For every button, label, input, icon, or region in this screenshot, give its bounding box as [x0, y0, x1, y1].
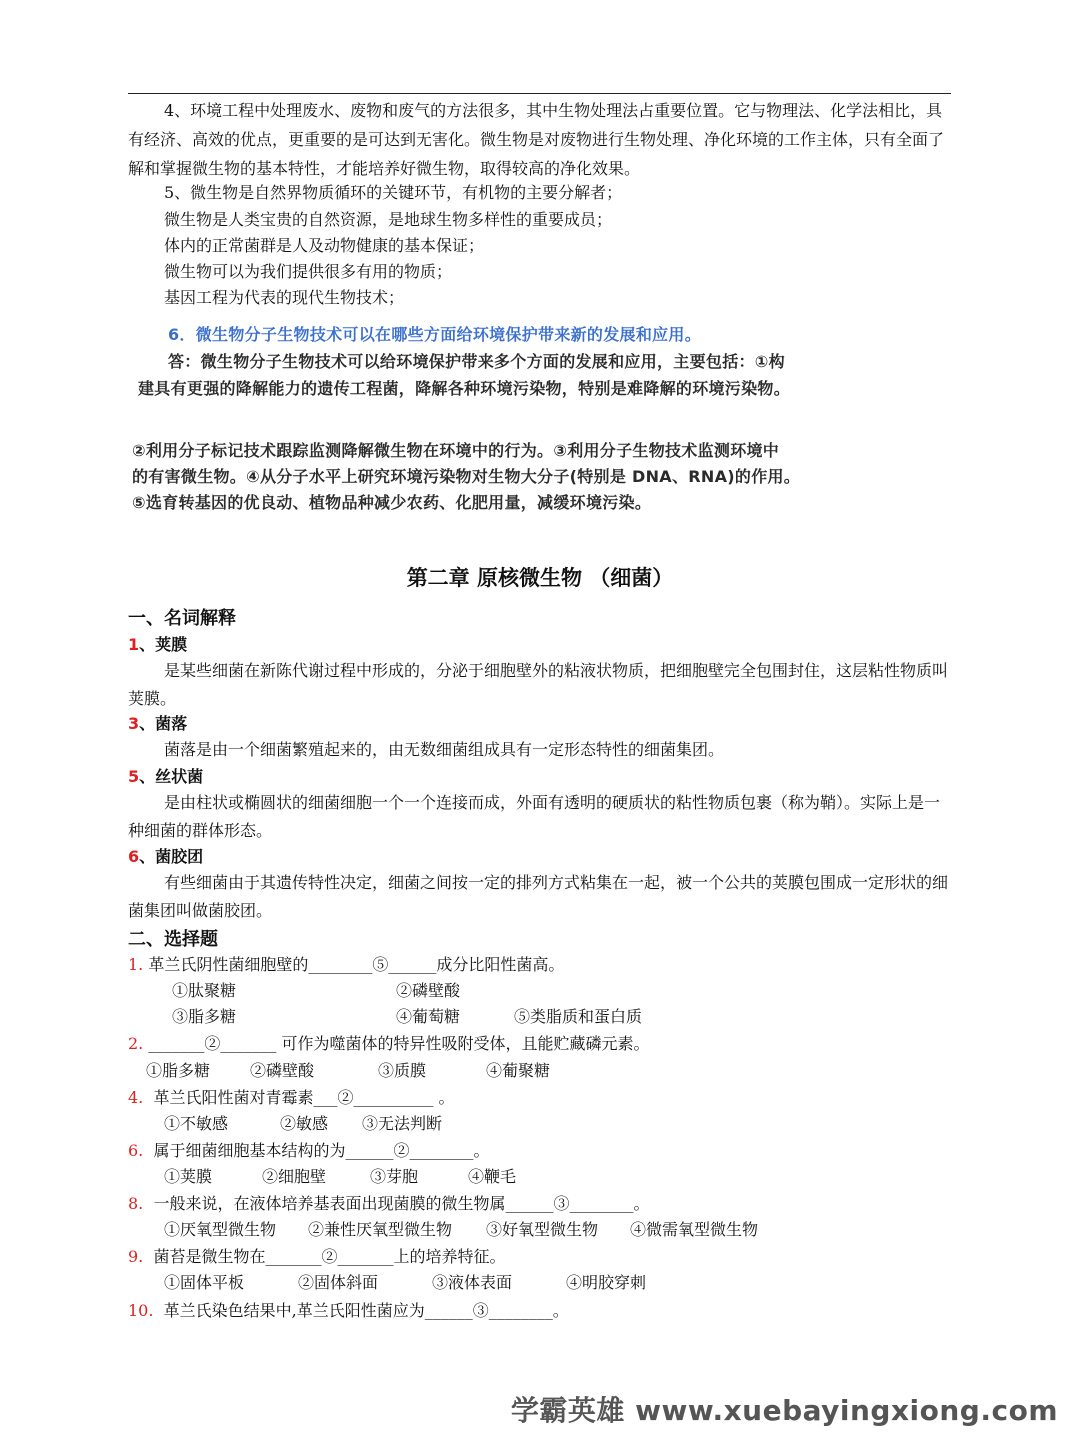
- question-number: 8.: [128, 1194, 144, 1213]
- option: ①不敏感: [164, 1114, 229, 1133]
- question-number: 6.: [128, 1141, 144, 1160]
- question: [128, 1191, 649, 1217]
- term-label: 、荚膜: [139, 635, 188, 654]
- option: ③好氧型微生物: [486, 1220, 599, 1239]
- option: ①荚膜: [164, 1167, 213, 1186]
- paragraph-5-line: 微生物可以为我们提供很多有用的物质；: [164, 262, 453, 281]
- term-heading: [128, 844, 203, 867]
- answer-line: 答：微生物分子生物技术可以给环境保护带来多个方面的发展和应用，主要包括：①构: [168, 352, 785, 371]
- option: ②敏感: [280, 1114, 329, 1133]
- term-heading: [128, 632, 187, 655]
- option: ③质膜: [378, 1061, 427, 1080]
- option: ②磷壁酸: [250, 1061, 315, 1080]
- question-text: 属于细菌细胞基本结构的为______②________。: [153, 1141, 490, 1160]
- option: ④微需氧型微生物: [630, 1220, 759, 1239]
- paragraph-5-line: 微生物是人类宝贵的自然资源，是地球生物多样性的重要成员；: [164, 210, 613, 229]
- paragraph-5-line: 5、微生物是自然界物质循环的关键环节，有机物的主要分解者；: [164, 183, 623, 202]
- answer-line: ⑤选育转基因的优良动、植物品种减少农药、化肥用量，减缓环境污染。: [132, 493, 652, 512]
- option: ①厌氧型微生物: [164, 1220, 277, 1239]
- term-label: 、菌胶团: [139, 847, 204, 866]
- question-number: 1.: [128, 955, 144, 974]
- term-definition: 是由柱状或椭圆状的细菌细胞一个一个连接而成，外面有透明的硬质状的粘性物质包裹（称为鞘）。实际上是一种细菌的群体形态。: [128, 793, 941, 840]
- question-text: 一般来说，在液体培养基表面出现菌膜的微生物属______③________。: [153, 1194, 650, 1213]
- chapter-title: 第二章 原核微生物 （细菌）: [406, 566, 674, 590]
- question: [128, 952, 564, 978]
- term-number: 6: [128, 847, 140, 866]
- section-title: 二、选择题: [128, 929, 218, 950]
- question: [128, 1031, 649, 1057]
- section-title: 一、名词解释: [128, 608, 236, 629]
- question-number: 2.: [128, 1034, 144, 1053]
- term-number: 3: [128, 714, 140, 733]
- option: ⑤类脂质和蛋白质: [514, 1007, 643, 1026]
- question-text: 革兰氏染色结果中,革兰氏阳性菌应为______③________。: [163, 1301, 569, 1320]
- term-number: 1: [128, 635, 140, 654]
- answer-line: 建具有更强的降解能力的遗传工程菌，降解各种环境污染物，特别是难降解的环境污染物。: [138, 379, 791, 398]
- option: ①肽聚糖: [172, 981, 237, 1000]
- question-number: 4.: [128, 1088, 144, 1107]
- option: ②兼性厌氧型微生物: [308, 1220, 453, 1239]
- option: ③脂多糖: [172, 1007, 237, 1026]
- term-definition: 是某些细菌在新陈代谢过程中形成的，分泌于细胞壁外的粘液状物质，把细胞壁完全包围封住，这层粘性物质叫荚膜。: [128, 661, 949, 708]
- paragraph-4: 4、环境工程中处理废水、废物和废气的方法很多，其中生物处理法占重要位置。它与物理法、化学法相比，具有经济、高效的优点，更重要的是可达到无害化。微生物是对废物进行生物处理、净化环境的工作主体，只有全面了解和掌握微生物的基本特性，才能培养好微生物，取得较高的净化效果。: [128, 101, 945, 178]
- term-heading: [128, 711, 187, 734]
- option: ③无法判断: [362, 1114, 443, 1133]
- question: [128, 1244, 505, 1270]
- question: [128, 1298, 569, 1324]
- option: ③芽胞: [370, 1167, 419, 1186]
- paragraph-5-line: 体内的正常菌群是人及动物健康的基本保证；: [164, 236, 485, 255]
- term-label: 、丝状菌: [139, 767, 204, 786]
- option: ④葡聚糖: [486, 1061, 551, 1080]
- question-6-heading: 6．微生物分子生物技术可以在哪些方面给环境保护带来新的发展和应用。: [168, 325, 702, 344]
- option: ②固体斜面: [298, 1273, 379, 1292]
- term-number: 5: [128, 767, 140, 786]
- question-number: 10.: [128, 1301, 154, 1320]
- option: ①脂多糖: [146, 1061, 211, 1080]
- answer-line: 的有害微生物。④从分子水平上研究环境污染物对生物大分子(特别是 DNA、RNA)的作用。: [132, 467, 801, 486]
- term-definition: 菌落是由一个细菌繁殖起来的，由无数细菌组成具有一定形态特性的细菌集团。: [164, 740, 725, 759]
- option: ④鞭毛: [468, 1167, 517, 1186]
- question: [128, 1085, 455, 1111]
- option: ④明胶穿刺: [566, 1273, 647, 1292]
- answer-line: ②利用分子标记技术跟踪监测降解微生物在环境中的行为。③利用分子生物技术监测环境中: [132, 441, 780, 460]
- question-text: 革兰氏阳性菌对青霉素___②__________ 。: [153, 1088, 455, 1107]
- question: [128, 1138, 489, 1164]
- option: ②细胞壁: [262, 1167, 327, 1186]
- question-text: 革兰氏阴性菌细胞壁的________⑤______成分比阳性菌高。: [148, 955, 565, 974]
- question-number: 9.: [128, 1247, 144, 1266]
- header-rule: [128, 93, 951, 94]
- question-text: 菌苔是微生物在_______②_______上的培养特征。: [153, 1247, 506, 1266]
- question-text: _______②_______ 可作为噬菌体的特异性吸附受体，且能贮藏磷元素。: [148, 1034, 650, 1053]
- paragraph-5-line: 基因工程为代表的现代生物技术；: [164, 288, 405, 307]
- option: ①固体平板: [164, 1273, 245, 1292]
- site-watermark: 学霸英雄 www.xuebayingxiong.com: [510, 1394, 1058, 1427]
- term-label: 、菌落: [139, 714, 188, 733]
- term-heading: [128, 764, 203, 787]
- term-definition: 有些细菌由于其遗传特性决定，细菌之间按一定的排列方式粘集在一起，被一个公共的荚膜包围成一定形状的细菌集团叫做菌胶团。: [128, 873, 949, 920]
- option: ④葡萄糖: [396, 1007, 461, 1026]
- option: ③液体表面: [432, 1273, 513, 1292]
- option: ②磷壁酸: [396, 981, 461, 1000]
